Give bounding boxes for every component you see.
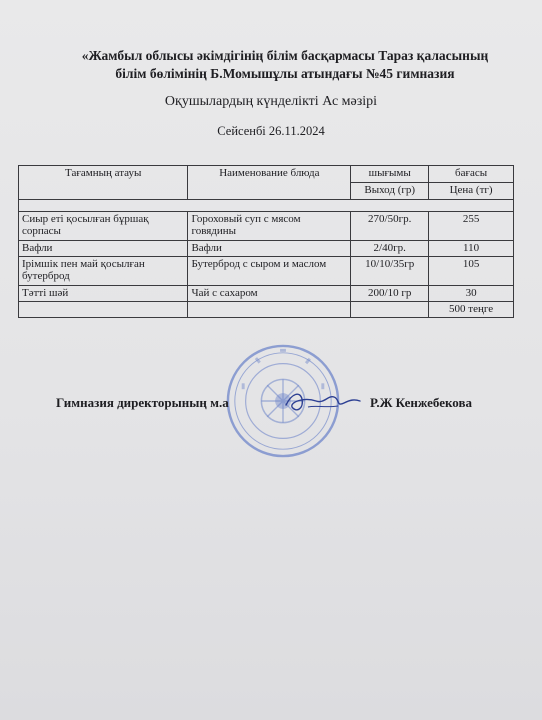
cell-output: 200/10 гр	[351, 286, 429, 302]
cell-name-ru: Бутерброд с сыром и маслом	[188, 257, 351, 286]
cell-output: 270/50гр.	[351, 212, 429, 241]
header-output-kz: шығымы	[351, 166, 429, 183]
cell-name-kz: Ірімшік пен май қосылған бутерброд	[19, 257, 188, 286]
menu-table	[18, 165, 514, 318]
cell-name-kz: Вафли	[19, 241, 188, 257]
menu-title: Оқушылардың күнделікті Ас мәзірі	[164, 94, 378, 109]
table-spacer-row	[19, 200, 514, 212]
cell-price: 105	[429, 257, 514, 286]
header-name-ru: Наименование блюда	[188, 166, 351, 200]
table-row	[19, 286, 514, 302]
header-price-kz: бағасы	[429, 166, 514, 183]
cell-name-ru: Чай с сахаром	[188, 286, 351, 302]
handwritten-signature-icon	[282, 387, 362, 417]
total-empty-cell	[19, 302, 188, 318]
cell-name-ru: Вафли	[188, 241, 351, 257]
cell-price: 110	[429, 241, 514, 257]
cell-output: 2/40гр.	[351, 241, 429, 257]
cell-output: 10/10/35гр	[351, 257, 429, 286]
table-header-row	[19, 166, 514, 183]
table-spacer-cell	[19, 200, 514, 212]
header-price-ru: Цена (тг)	[429, 183, 514, 200]
table-row	[19, 212, 514, 241]
menu-date: Сейсенбі 26.11.2024	[217, 124, 325, 138]
table-row	[19, 257, 514, 286]
total-price: 500 теңге	[429, 302, 514, 318]
cell-price: 255	[429, 212, 514, 241]
signature-name: Р.Ж Кенжебекова	[370, 395, 473, 410]
cell-price: 30	[429, 286, 514, 302]
cell-name-kz: Тәтті шәй	[19, 286, 188, 302]
signature-position: Гимназия директорының м.а	[56, 395, 229, 410]
cell-name-kz: Сиыр еті қосылған бұршақ сорпасы	[19, 212, 188, 241]
header-name-kz: Тағамның атауы	[19, 166, 188, 200]
total-empty-cell	[351, 302, 429, 318]
cell-name-ru: Гороховый суп с мясом говядины	[188, 212, 351, 241]
table-row	[19, 241, 514, 257]
header-line-2: білім бөлімінің Б.Момышұлы атындағы №45 гимназия	[115, 66, 455, 81]
header-output-ru: Выход (гр)	[351, 183, 429, 200]
table-total-row	[19, 302, 514, 318]
total-empty-cell	[188, 302, 351, 318]
header-line-1: «Жамбыл облысы әкімдігінің білім басқармасы Тараз қаласының	[81, 48, 489, 63]
